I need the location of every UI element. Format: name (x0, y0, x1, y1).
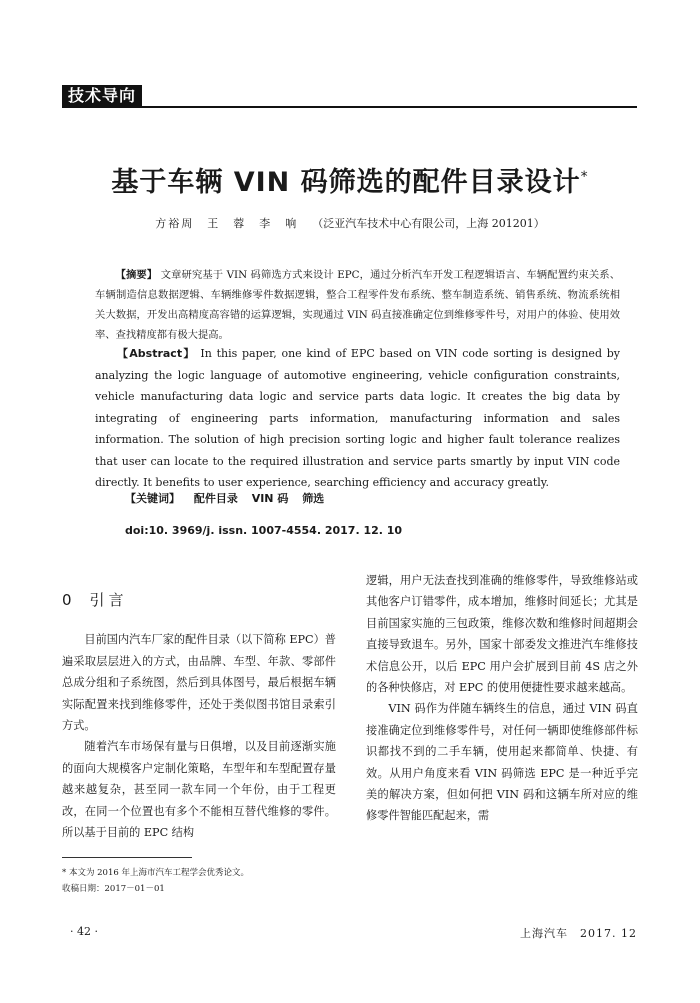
keywords (125, 490, 324, 506)
paragraph: 逻辑，用户无法查找到准确的维修零件，导致维修站或其他客户订错零件，成本增加，维修时间延长；尤其是目前国家实施的三包政策，维修次数和维修时间超期会直接导致退车。另外，国家十部委发文推进汽车维修技术信息公开，以后 EPC 用户会扩展到目前 4S 店之外的各种快修店，对 EPC 的使用便捷性要求越来越高。 (366, 574, 638, 695)
section-title: 引言 (89, 591, 128, 609)
abstract-en-label: 【Abstract】 (117, 347, 196, 360)
received-date: 收稿日期：2017－01－01 (62, 884, 165, 894)
abstract-cn (95, 265, 620, 345)
doi: doi:10. 3969/j. issn. 1007-4554. 2017. 12. 10 (125, 524, 403, 537)
paragraph: 目前国内汽车厂家的配件目录（以下简称 EPC）普遍采取层层进入的方式，由品牌、车型、年款、零部件总成分组和子系统图，然后到具体图号，最后根据车辆实际配置来找到维修零件，还处于类似图书馆目录索引方式。 (62, 633, 336, 733)
section-tag-bar (62, 85, 637, 109)
page-number: · 42 · (70, 925, 98, 938)
keyword: VIN 码 (251, 492, 289, 505)
paragraph: 随着汽车市场保有量与日俱增，以及目前逐渐实施的面向大规模客户定制化策略，车型年和车型配置存量越来越复杂，甚至同一款车同一个年份，由于工程更改，在同一个位置也有多个不能相互替代维修的零件。所以基于目前的 EPC 结构 (62, 740, 336, 840)
body-column-left (62, 578, 336, 843)
author-line (0, 215, 700, 231)
abstract-cn-label: 【摘要】 (115, 269, 158, 281)
abstract-en-text: In this paper, one kind of EPC based on VIN code sorting is designed by analyzing the logic language of automotive engineering, vehicle configuration constraints, vehicle manufacturing data logic and service parts data logic. It creates the big data by integrating of engineering parts information, manufacturing information and sales information. The solution of high precision sorting logic and higher fault tolerance realizes that user can locate to the required illustration and service parts smartly by input VIN code directly. It benefits to user experience, searching efficiency and accuracy greatly. (95, 347, 621, 489)
paragraph: VIN 码作为伴随车辆终生的信息，通过 VIN 码直接准确定位到维修零件号，对任何一辆即使维修部件标识都找不到的二手车辆，使用起来都简单、快捷、有效。从用户角度来看 VIN 码筛选 EPC 是一种近乎完美的解决方案，但如何把 VIN 码和这辆车所对应的维修零件智能匹配起来，需 (366, 702, 638, 823)
tag-rule (62, 106, 637, 108)
abstract-cn-text: 文章研究基于 VIN 码筛选方式来设计 EPC，通过分析汽车开发工程逻辑语言、车辆配置约束关系、车辆制造信息数据逻辑、车辆维修零件数据逻辑，整合工程零件发布系统、整车制造系统、销售系统、物流系统相关大数据，开发出高精度高容错的运算逻辑，实现通过 VIN 码直接准确定位到维修零件号，对用户的体验、使用效率、查找精度都有极大提高。 (95, 269, 621, 341)
keyword: 筛选 (302, 492, 325, 505)
abstract-en (95, 343, 620, 494)
keywords-label: 【关键词】 (125, 492, 180, 505)
title-footnote-mark: * (580, 169, 589, 185)
body-column-right (366, 570, 638, 827)
section-heading (62, 590, 336, 611)
section-tag: 技术导向 (62, 85, 142, 107)
title-text: 基于车辆 VIN 码筛选的配件目录设计 (111, 167, 581, 198)
article-title (0, 160, 700, 199)
section-number: 0 (62, 591, 76, 609)
journal-issue: 上海汽车 2017. 12 (520, 927, 637, 940)
keyword: 配件目录 (193, 492, 238, 505)
author-names: 方裕周 王 蓉 李 响 (155, 217, 299, 230)
footnote: * 本文为 2016 年上海市汽车工程学会优秀论文。 (62, 868, 249, 878)
affiliation: （泛亚汽车技术中心有限公司，上海 201201） (312, 217, 545, 230)
footnote-rule (62, 857, 192, 858)
